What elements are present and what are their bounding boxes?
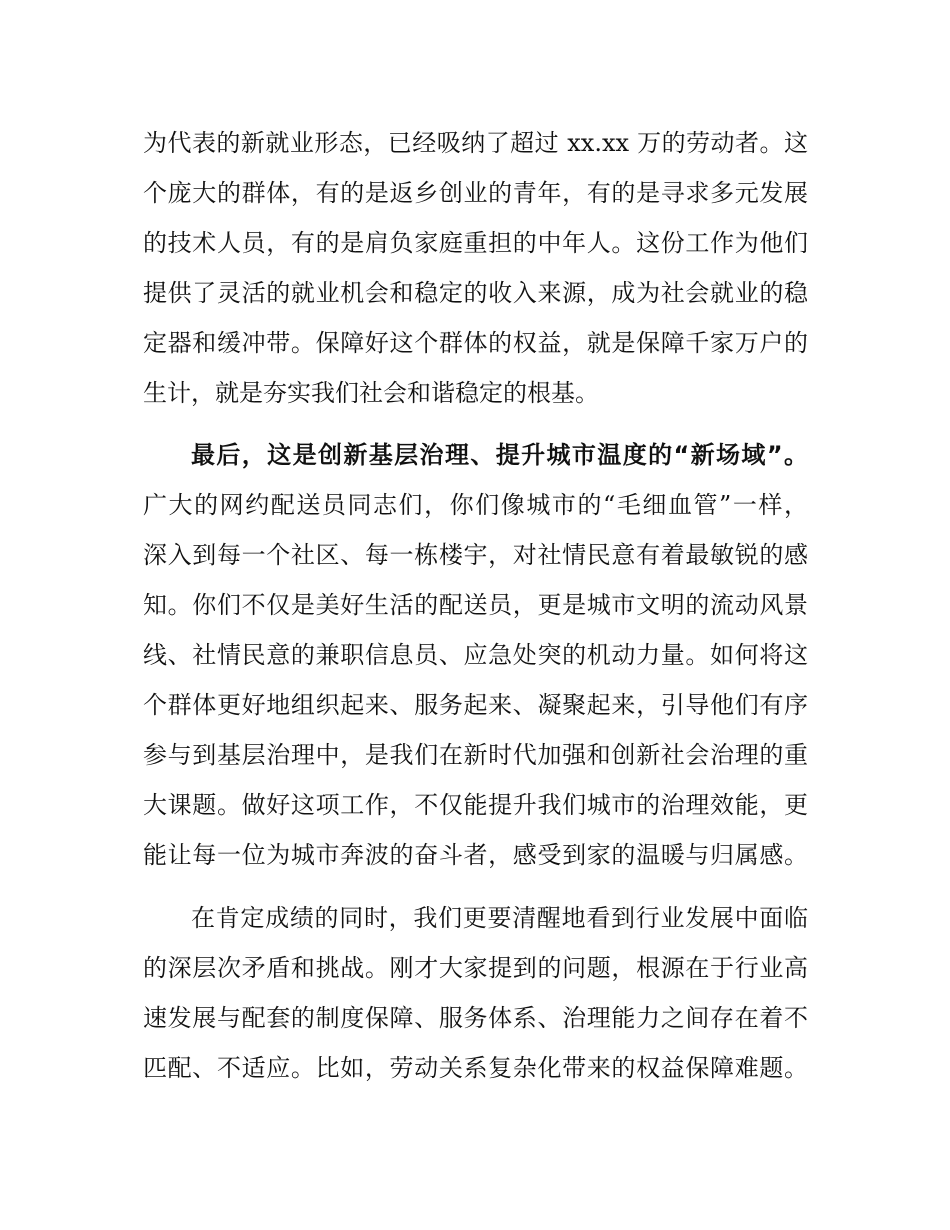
text-line: 深入到每一个社区、每一栋楼宇，对社情民意有着最敏锐的感 (143, 541, 808, 569)
text-line: 匹配、不适应。比如，劳动关系复杂化带来的权益保障难题。 (143, 1054, 808, 1082)
document-page (143, 118, 808, 1093)
text-line: 参与到基层治理中，是我们在新时代加强和创新社会治理的重 (143, 741, 808, 769)
text-line: 在肯定成绩的同时，我们更要清醒地看到行业发展中面临 (191, 904, 808, 932)
text-line: 个庞大的群体，有的是返乡创业的青年，有的是寻求多元发展 (143, 179, 808, 207)
text-line: 速发展与配套的制度保障、服务体系、治理能力之间存在着不 (143, 1004, 808, 1032)
paragraph-new-employment (143, 118, 808, 418)
heading-line: 最后，这是创新基层治理、提升城市温度的“新场域”。 (191, 441, 808, 469)
text-line: 定器和缓冲带。保障好这个群体的权益，就是保障千家万户的 (143, 329, 808, 357)
text-line: 生计，就是夯实我们社会和谐稳定的根基。 (143, 379, 599, 407)
paragraph-challenges (143, 893, 808, 1093)
text-line: 的技术人员，有的是肩负家庭重担的中年人。这份工作为他们 (143, 229, 808, 257)
text-line: 线、社情民意的兼职信息员、应急处突的机动力量。如何将这 (143, 641, 808, 669)
text-line: 能让每一位为城市奔波的奋斗者，感受到家的温暖与归属感。 (143, 841, 808, 869)
text-line: 的深层次矛盾和挑战。刚才大家提到的问题，根源在于行业高 (143, 954, 808, 982)
text-line: 提供了灵活的就业机会和稳定的收入来源，成为社会就业的稳 (143, 279, 808, 307)
paragraph-delivery-workers (143, 480, 808, 880)
text-line: 广大的网约配送员同志们，你们像城市的“毛细血管”一样， (143, 491, 808, 519)
text-line: 知。你们不仅是美好生活的配送员，更是城市文明的流动风景 (143, 591, 808, 619)
section-heading (143, 430, 808, 480)
text-line: 个群体更好地组织起来、服务起来、凝聚起来，引导他们有序 (143, 691, 808, 719)
text-line: 大课题。做好这项工作，不仅能提升我们城市的治理效能，更 (143, 791, 808, 819)
text-line: 为代表的新就业形态，已经吸纳了超过 xx.xx 万的劳动者。这 (143, 129, 808, 157)
